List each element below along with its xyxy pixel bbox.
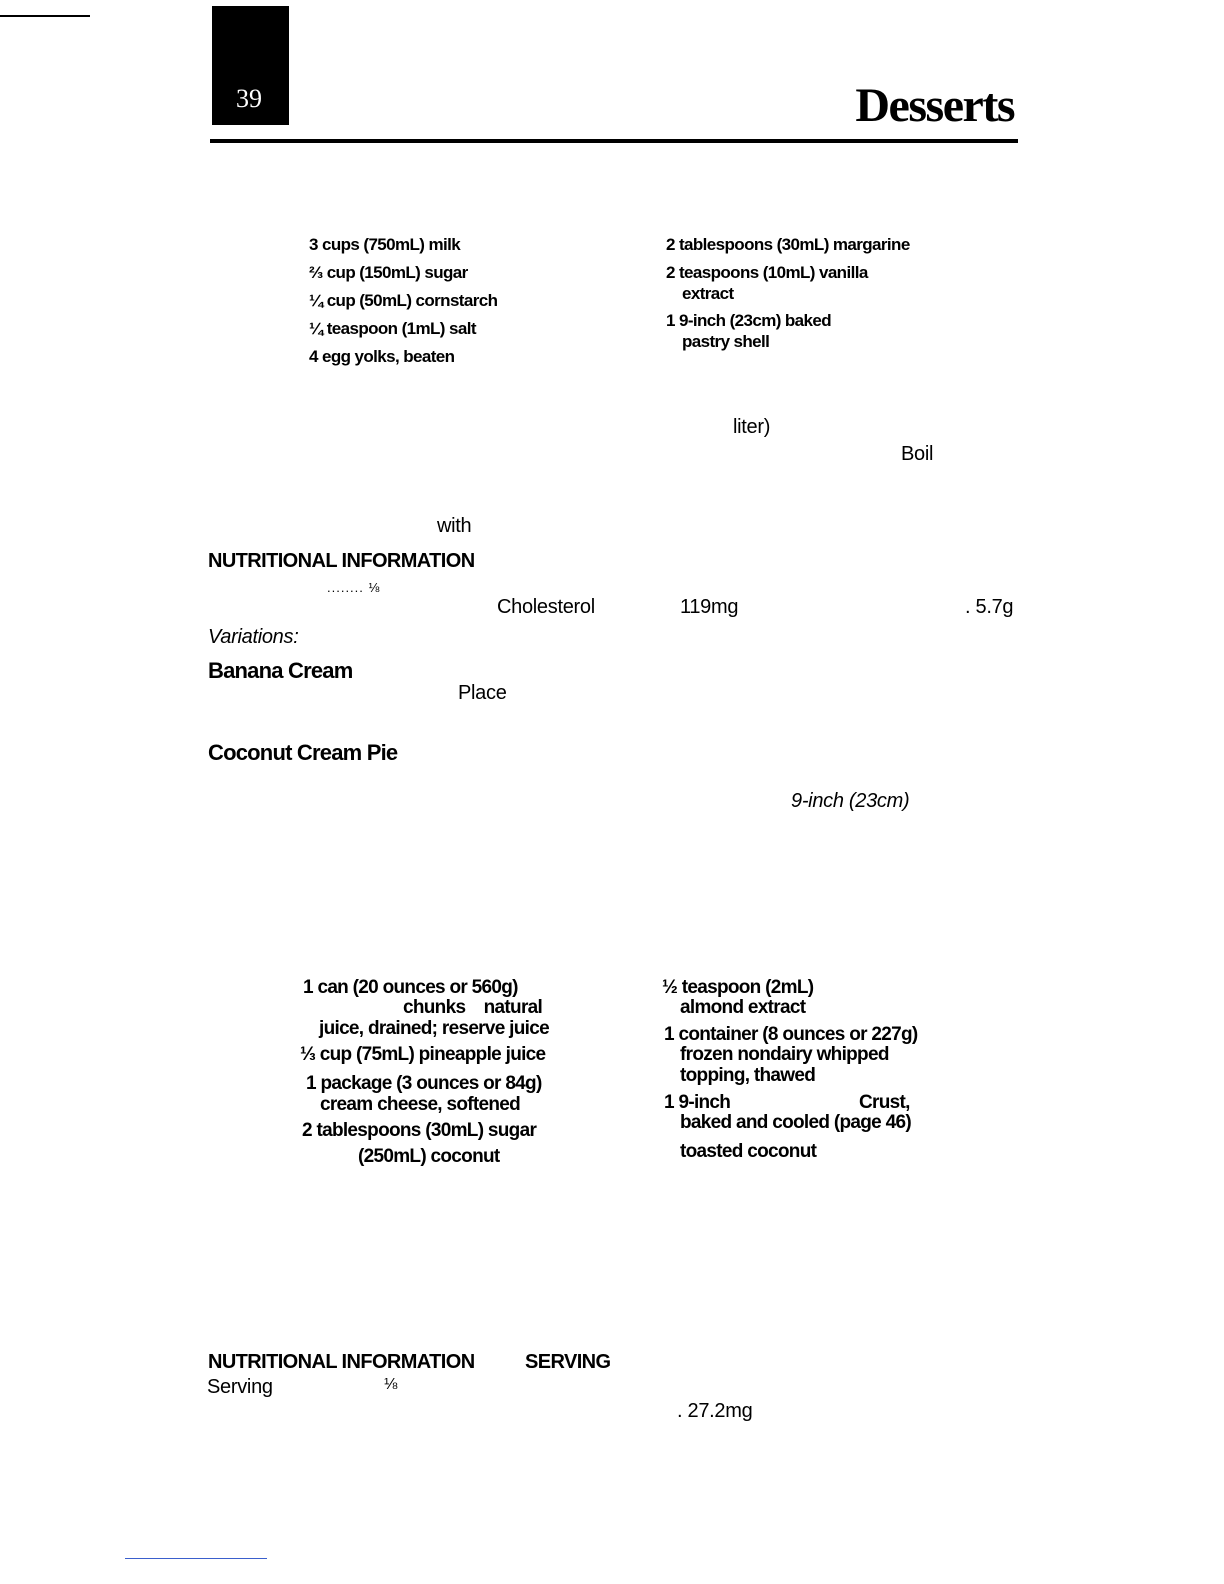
serving-label: Serving <box>207 1376 273 1398</box>
ingredient-item: ½ teaspoon (2mL) <box>662 977 814 998</box>
ingredient-item: ⅓ cup (75mL) pineapple juice <box>300 1044 546 1065</box>
method-fragment-liter: liter) <box>733 416 771 438</box>
ingredient-item: 2 teaspoons (10mL) vanilla <box>666 263 868 282</box>
ingredient-item: extract <box>682 284 734 303</box>
serving-dots: ........ ⅛ <box>327 580 381 595</box>
ingredient-item: 1 9-inch (23cm) baked <box>666 311 832 330</box>
bottom-rule <box>125 1558 267 1559</box>
ingredient-item: 1 9-inch <box>664 1092 731 1113</box>
nutrition-heading: NUTRITIONAL INFORMATION <box>208 550 475 572</box>
ingredient-item: frozen nondairy whipped <box>680 1044 889 1065</box>
serving-value: ⅛ <box>384 1376 398 1393</box>
header-rule <box>210 139 1018 143</box>
ingredient-item: baked and cooled (page 46) <box>680 1112 911 1133</box>
ingredient-item: 2 tablespoons (30mL) margarine <box>666 235 910 254</box>
ingredient-item: juice, drained; reserve juice <box>319 1018 549 1039</box>
banana-cream-heading: Banana Cream <box>208 658 353 683</box>
ingredient-item: ¼ cup (50mL) cornstarch <box>309 291 498 310</box>
method-fragment-boil: Boil <box>901 443 934 465</box>
serving-heading: SERVING <box>525 1351 611 1373</box>
variations-label: Variations: <box>208 626 299 648</box>
nutrition-value: . 5.7g <box>965 596 1014 618</box>
ingredient-item: 3 cups (750mL) milk <box>309 235 461 254</box>
ingredient-item: 1 package (3 ounces or 84g) <box>306 1073 542 1094</box>
nutrition-value: . 27.2mg <box>677 1400 753 1422</box>
cholesterol-value: 119mg <box>680 596 739 618</box>
ingredient-item: (250mL) coconut <box>358 1146 500 1167</box>
ingredient-item: chunks natural <box>403 997 543 1018</box>
ingredient-item: toasted coconut <box>680 1141 817 1162</box>
ingredient-item: 1 container (8 ounces or 227g) <box>664 1024 918 1045</box>
top-left-rule <box>0 15 90 17</box>
method-fragment-place: Place <box>458 682 507 704</box>
page-number: 39 <box>236 84 262 113</box>
ingredient-item: 4 egg yolks, beaten <box>309 347 455 366</box>
pan-size: 9-inch (23cm) <box>791 790 910 812</box>
cholesterol-label: Cholesterol <box>497 596 595 618</box>
section-title: Desserts <box>855 79 1014 132</box>
ingredient-item: pastry shell <box>682 332 770 351</box>
coconut-cream-pie-heading: Coconut Cream Pie <box>208 740 398 765</box>
ingredient-item: ⅔ cup (150mL) sugar <box>309 263 468 282</box>
nutrition-heading: NUTRITIONAL INFORMATION <box>208 1351 475 1373</box>
ingredient-item: ¼ teaspoon (1mL) salt <box>309 319 476 338</box>
ingredient-item: 1 can (20 ounces or 560g) <box>303 977 518 998</box>
ingredient-item: Crust, <box>859 1092 910 1113</box>
ingredient-item: 2 tablespoons (30mL) sugar <box>302 1120 537 1141</box>
ingredient-item: cream cheese, softened <box>320 1094 521 1115</box>
ingredient-item: topping, thawed <box>680 1065 816 1086</box>
method-fragment-with: with <box>437 515 472 537</box>
ingredient-item: almond extract <box>680 997 806 1018</box>
